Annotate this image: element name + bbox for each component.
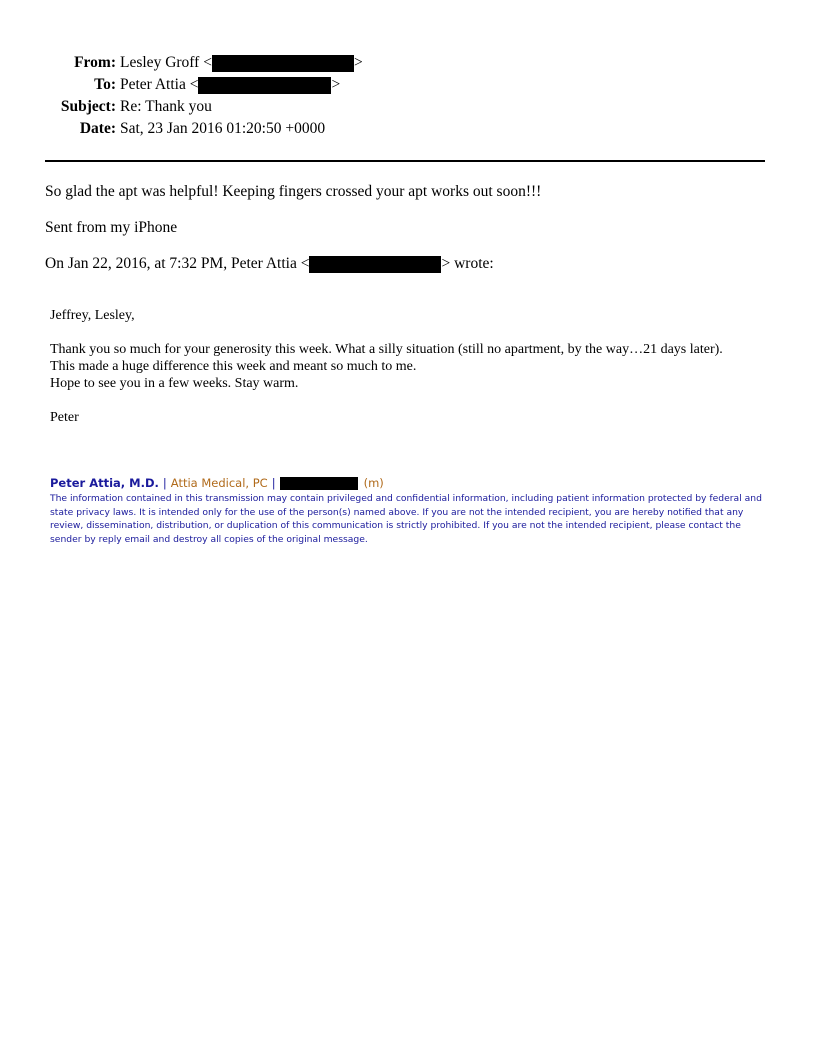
- signature-disclaimer: The information contained in this transmission may contain privileged and confidential information, including patient information protected by federal and state privacy laws. It is intended only for the use of the person(s) named above. If you are not the intended recipient, you are hereby notified that any review, dissemination, distribution, or duplication of this communication is strictly prohibited. If you are not the intended recipient, please contact the sender by reply email and destroy all copies of the original message.: [50, 493, 762, 545]
- subject-value: Re: Thank you: [120, 98, 212, 115]
- to-value: [120, 74, 340, 96]
- quoted-message: [50, 307, 770, 426]
- attribution-end: > wrote:: [441, 255, 494, 272]
- date-value: Sat, 23 Jan 2016 01:20:50 +0000: [120, 120, 326, 137]
- from-value: [120, 52, 363, 74]
- reply-attribution: [45, 254, 494, 274]
- from-name: Lesley Groff <: [120, 54, 212, 71]
- to-name: Peter Attia <: [120, 76, 199, 93]
- subject-row: [45, 96, 765, 118]
- email-header: [45, 52, 765, 140]
- signature-name: Peter Attia, M.D.: [50, 476, 159, 490]
- reply-line-2: Sent from my iPhone: [45, 219, 178, 236]
- signature-line: [50, 476, 770, 491]
- quoted-greeting: Jeffrey, Lesley,: [50, 308, 135, 323]
- from-row: [45, 52, 765, 74]
- to-close: >: [331, 76, 341, 93]
- from-close: >: [353, 54, 363, 71]
- from-email-redaction: [212, 55, 354, 72]
- header-divider: [45, 160, 765, 162]
- email-signature: [50, 476, 770, 546]
- quoted-para-line-3: Hope to see you in a few weeks. Stay warm.: [50, 376, 299, 391]
- quoted-signoff: Peter: [50, 410, 79, 425]
- signature-phone-label: (m): [363, 476, 384, 490]
- to-label: To:: [94, 76, 116, 93]
- signature-company: Attia Medical, PC: [170, 476, 268, 490]
- subject-label: Subject:: [60, 98, 116, 115]
- to-row: [45, 74, 765, 96]
- quoted-para-line-1: Thank you so much for your generosity this week. What a silly situation (still no apartment, by the way…21 days later).: [50, 342, 723, 357]
- reply-line-1: So glad the apt was helpful! Keeping fingers crossed your apt works out soon!!!: [45, 183, 542, 200]
- date-row: [45, 118, 765, 140]
- signature-phone-redaction: [280, 477, 358, 490]
- date-label: Date:: [79, 120, 116, 137]
- signature-separator-2: |: [271, 476, 276, 490]
- signature-separator-1: |: [162, 476, 167, 490]
- quoted-para-line-2: This made a huge difference this week and meant so much to me.: [50, 359, 417, 374]
- to-email-redaction: [198, 77, 331, 94]
- attribution-start: On Jan 22, 2016, at 7:32 PM, Peter Attia <: [45, 255, 310, 272]
- attribution-email-redaction: [309, 256, 441, 273]
- from-label: From:: [74, 54, 116, 71]
